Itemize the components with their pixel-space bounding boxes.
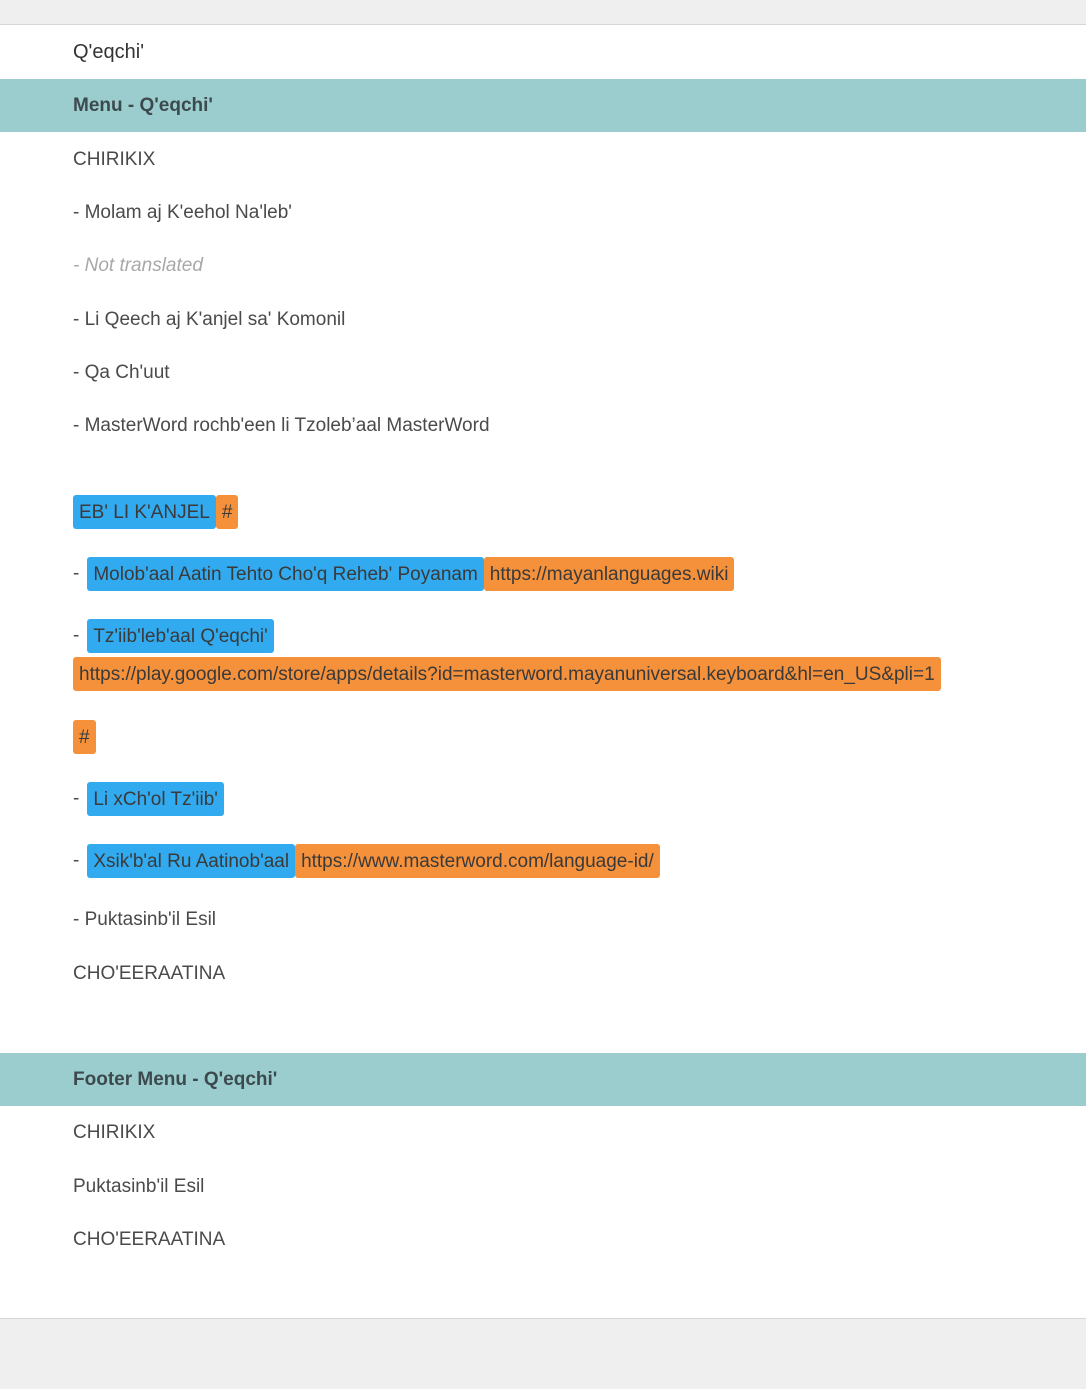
submenu-label-tag[interactable]: Tz'iib'leb'aal Q'eqchi' [87,619,273,653]
menu-item-not-translated: - Not translated [73,255,203,276]
submenu-label-tag[interactable]: Molob'aal Aatin Tehto Cho'q Reheb' Poyanam [87,557,483,591]
menu-section-header: Menu - Q'eqchi' [0,79,1086,132]
submenu-item-keyboard-url [73,657,941,691]
menu-item-our-team[interactable]: - Qa Ch'uut [73,362,170,383]
submenu-dash: - [73,625,80,646]
submenu-item-language-id [73,844,660,878]
submenu-dash: - [73,563,80,584]
submenu-label-tag[interactable]: Li xCh'ol Tz'iib' [87,782,224,816]
submenu-url-tag[interactable]: https://play.google.com/store/apps/details?id=masterword.mayanuniversal.keyboard&hl=en_US&pli=1 [73,657,941,691]
menu-item-masterword-academy[interactable]: - MasterWord rochb'een li Tzoleb’aal MasterWord [73,415,490,436]
submenu-url-tag[interactable]: # [73,720,96,754]
submenu-dash: - [73,850,80,871]
footer-menu-section-header: Footer Menu - Q'eqchi' [0,1053,1086,1106]
menu-item-mission[interactable]: - Molam aj K'eehol Na'leb' [73,202,292,223]
menu-item-community-work[interactable]: - Li Qeech aj K'anjel sa' Komonil [73,309,346,330]
submenu-item-dictionary [73,557,734,591]
menu-translation-panel [0,24,1086,1319]
submenu-item-writing [73,782,224,816]
menu-group-works [73,495,238,529]
submenu-dash: - [73,788,80,809]
menu-item-home[interactable]: CHIRIKIX [73,149,156,170]
submenu-item-keyboard [73,619,274,653]
submenu-label-tag[interactable]: Xsik'b'al Ru Aatinob'aal [87,844,295,878]
submenu-url-tag[interactable]: https://www.masterword.com/language-id/ [295,844,660,878]
language-title: Q'eqchi' [73,41,145,63]
menu-group-url-tag[interactable]: # [216,495,239,529]
menu-item-contact[interactable]: CHO'EERAATINA [73,963,226,984]
menu-group-title-tag[interactable]: EB' LI K'ANJEL [73,495,216,529]
footer-menu-item-contact[interactable]: CHO'EERAATINA [73,1229,226,1250]
submenu-url-tag[interactable]: https://mayanlanguages.wiki [484,557,735,591]
footer-menu-item-home[interactable]: CHIRIKIX [73,1122,156,1143]
menu-item-privacy[interactable]: - Puktasinb'il Esil [73,909,217,930]
footer-menu-item-privacy[interactable]: Puktasinb'il Esil [73,1176,205,1197]
submenu-item-hash [73,720,96,754]
